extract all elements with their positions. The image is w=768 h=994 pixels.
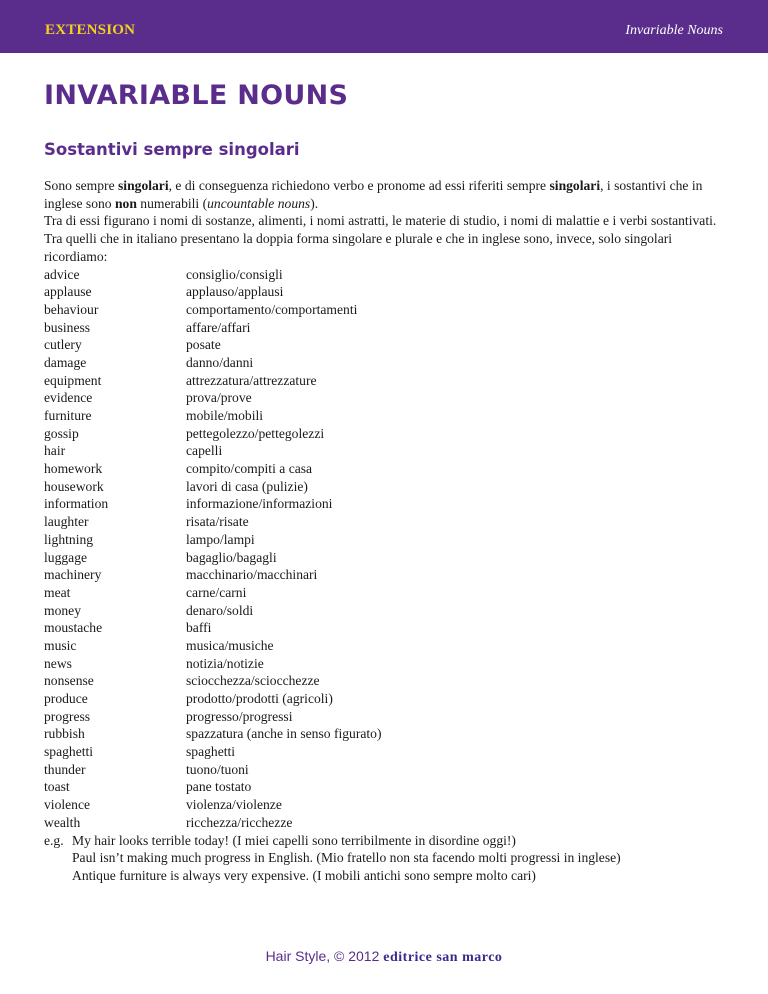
vocabulary-list	[44, 266, 728, 832]
vocab-italian: lampo/lampi	[186, 531, 255, 547]
examples-label: e.g.	[44, 832, 64, 848]
vocab-italian: consiglio/consigli	[186, 266, 283, 282]
vocab-italian: pane tostato	[186, 779, 252, 795]
vocab-row	[44, 319, 728, 337]
vocab-italian: bagaglio/bagagli	[186, 549, 277, 565]
vocab-row	[44, 690, 728, 708]
vocab-italian: notizia/notizie	[186, 655, 264, 671]
vocab-italian: posate	[186, 337, 221, 353]
vocab-english: gossip	[44, 425, 79, 441]
vocab-english: laughter	[44, 514, 89, 530]
vocab-english: progress	[44, 708, 91, 724]
vocab-row	[44, 442, 728, 460]
vocab-row	[44, 478, 728, 496]
vocab-italian: applauso/applausi	[186, 284, 284, 300]
vocab-row	[44, 566, 728, 584]
vocab-english: produce	[44, 691, 88, 707]
vocab-row	[44, 354, 728, 372]
vocab-english: nonsense	[44, 673, 94, 689]
vocab-english: business	[44, 319, 91, 335]
body-text	[44, 177, 728, 885]
vocab-row	[44, 761, 728, 779]
vocab-row	[44, 584, 728, 602]
vocab-italian: ricchezza/ricchezze	[186, 814, 293, 830]
vocab-english: toast	[44, 779, 70, 795]
vocab-italian: spaghetti	[186, 744, 236, 760]
vocab-italian: pettegolezzo/pettegolezzi	[186, 425, 325, 441]
vocab-row	[44, 655, 728, 673]
vocab-row	[44, 743, 728, 761]
vocab-italian: danno/danni	[186, 354, 254, 370]
vocab-italian: attrezzatura/attrezzature	[186, 372, 317, 388]
vocab-row	[44, 372, 728, 390]
vocab-row	[44, 389, 728, 407]
vocab-row	[44, 796, 728, 814]
vocab-italian: affare/affari	[186, 319, 251, 335]
vocab-english: machinery	[44, 567, 102, 583]
vocab-italian: comportamento/comportamenti	[186, 301, 358, 317]
vocab-italian: baffi	[186, 620, 212, 636]
vocab-english: music	[44, 637, 77, 653]
vocab-row	[44, 407, 728, 425]
vocab-italian: mobile/mobili	[186, 408, 264, 424]
vocab-english: housework	[44, 478, 104, 494]
example-lines	[72, 832, 621, 885]
vocab-english: wealth	[44, 814, 81, 830]
page-footer	[0, 948, 768, 966]
example-line: My hair looks terrible today! (I miei capelli sono terribilmente in disordine oggi!)	[72, 832, 516, 848]
vocab-italian: sciocchezza/sciocchezze	[186, 673, 320, 689]
page-title: INVARIABLE NOUNS	[44, 80, 349, 111]
intro-paragraph-2: Tra di essi figurano i nomi di sostanze, alimenti, i nomi astratti, le materie di studio, i nomi di malattie e i verbi sostantivati.	[44, 213, 717, 229]
vocab-english: furniture	[44, 408, 92, 424]
vocab-row	[44, 513, 728, 531]
vocab-row	[44, 301, 728, 319]
vocab-english: meat	[44, 584, 71, 600]
vocab-english: news	[44, 655, 72, 671]
vocab-english: information	[44, 496, 109, 512]
examples	[44, 832, 728, 885]
vocab-english: equipment	[44, 372, 102, 388]
vocab-row	[44, 531, 728, 549]
vocab-row	[44, 266, 728, 284]
running-title: Invariable Nouns	[625, 23, 723, 38]
vocab-italian: carne/carni	[186, 584, 247, 600]
vocab-italian: musica/musiche	[186, 637, 274, 653]
vocab-italian: informazione/informazioni	[186, 496, 333, 512]
vocab-english: behaviour	[44, 301, 99, 317]
vocab-row	[44, 814, 728, 832]
intro-paragraph-3: Tra quelli che in italiano presentano la doppia forma singolare e plurale e che in inglese sono, invece, solo singolari ricordiamo:	[44, 231, 673, 264]
intro-paragraph-1: Sono sempre singolari, e di conseguenza richiedono verbo e pronome ad essi riferiti sempre singolari, i sostantivi che in inglese sono non numerabili (uncountable nouns).	[44, 178, 703, 211]
vocab-english: moustache	[44, 620, 103, 636]
vocab-row	[44, 708, 728, 726]
vocab-english: evidence	[44, 390, 93, 406]
vocab-row	[44, 602, 728, 620]
vocab-italian: prodotto/prodotti (agricoli)	[186, 691, 333, 707]
example-line: Antique furniture is always very expensive. (I mobili antichi sono sempre molto cari)	[72, 867, 536, 883]
vocab-italian: tuono/tuoni	[186, 761, 249, 777]
vocab-english: spaghetti	[44, 744, 94, 760]
vocab-row	[44, 672, 728, 690]
page-header	[0, 0, 768, 53]
vocab-english: rubbish	[44, 726, 85, 742]
vocab-english: homework	[44, 461, 103, 477]
vocab-row	[44, 778, 728, 796]
vocab-italian: progresso/progressi	[186, 708, 293, 724]
section-label: EXTENSION	[45, 22, 136, 38]
vocab-row	[44, 637, 728, 655]
vocab-row	[44, 725, 728, 743]
vocab-english: advice	[44, 266, 80, 282]
vocab-english: cutlery	[44, 337, 82, 353]
vocab-italian: lavori di casa (pulizie)	[186, 478, 308, 494]
vocab-italian: risata/risate	[186, 514, 249, 530]
vocab-english: violence	[44, 797, 91, 813]
vocab-italian: macchinario/macchinari	[186, 567, 318, 583]
vocab-row	[44, 460, 728, 478]
section-heading: Sostantivi sempre singolari	[44, 140, 300, 159]
vocab-row	[44, 425, 728, 443]
vocab-row	[44, 619, 728, 637]
vocab-italian: prova/prove	[186, 390, 252, 406]
vocab-english: hair	[44, 443, 66, 459]
publisher-name: editrice san marco	[383, 950, 503, 965]
example-line: Paul isn’t making much progress in English. (Mio fratello non sta facendo molti progressi in inglese)	[72, 850, 621, 866]
vocab-row	[44, 283, 728, 301]
vocab-row	[44, 549, 728, 567]
vocab-english: thunder	[44, 761, 86, 777]
footer-text: Hair Style, © 2012	[265, 948, 384, 964]
vocab-english: applause	[44, 284, 92, 300]
vocab-italian: compito/compiti a casa	[186, 461, 313, 477]
vocab-italian: capelli	[186, 443, 223, 459]
vocab-italian: spazzatura (anche in senso figurato)	[186, 726, 382, 742]
vocab-english: lightning	[44, 531, 94, 547]
vocab-english: money	[44, 602, 81, 618]
vocab-english: damage	[44, 354, 87, 370]
vocab-italian: violenza/violenze	[186, 797, 282, 813]
vocab-english: luggage	[44, 549, 88, 565]
vocab-row	[44, 495, 728, 513]
vocab-row	[44, 336, 728, 354]
vocab-italian: denaro/soldi	[186, 602, 254, 618]
